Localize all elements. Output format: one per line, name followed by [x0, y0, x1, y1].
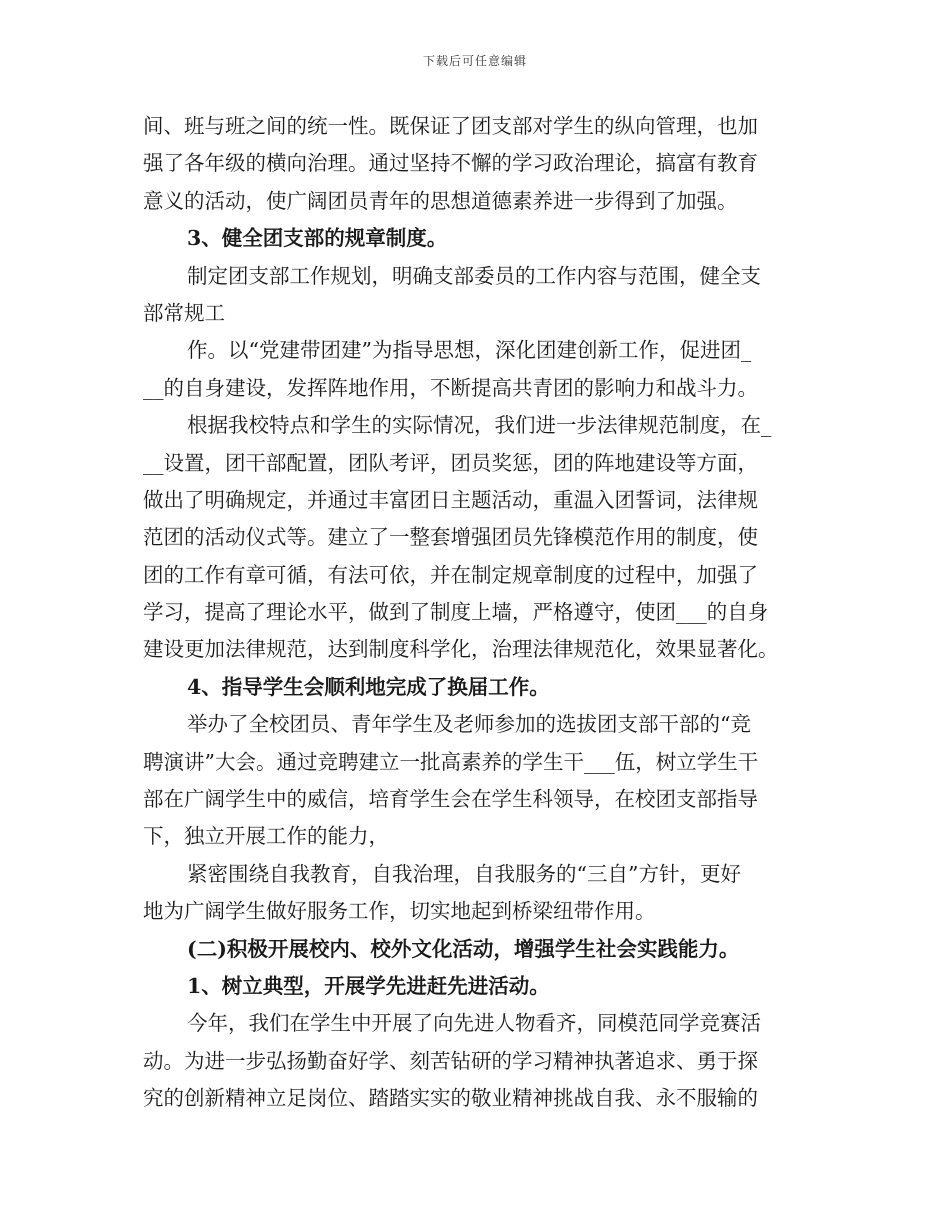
paragraph-start-line: 紧密围绕自我教育，自我治理，自我服务的“三自”方针，更好	[187, 861, 741, 886]
paragraph-start-line: 作。以“党建带团建”为指导思想，深化团建创新工作，促进团_	[187, 338, 752, 363]
body-line: 范团的活动仪式等。建立了一整套增强团员先锋模范作用的制度，使	[143, 525, 758, 550]
body-line: 动。为进一步弘扬勤奋好学、刻苦钻研的学习精神执著追求、勇于探	[143, 1048, 758, 1073]
section-heading: 1、树立典型，开展学先进赶先进活动。	[187, 973, 550, 998]
body-line: 学习，提高了理论水平，做到了制度上墙，严格遵守，使团___的自身	[143, 600, 769, 625]
body-line: 聘演讲”大会。通过竞聘建立一批高素养的学生干___伍，树立学生干	[143, 749, 759, 774]
paragraph-start-line: 制定团支部工作规划，明确支部委员的工作内容与范围，健全支	[187, 263, 761, 288]
section-heading: 3、健全团支部的规章制度。	[187, 226, 448, 251]
body-line: __设置，团干部配置，团队考评，团员奖惩，团的阵地建设等方面，	[143, 450, 758, 475]
body-line: 团的工作有章可循，有法可依，并在制定规章制度的过程中，加强了	[143, 562, 758, 587]
section-heading: 4、指导学生会顺利地完成了换届工作。	[187, 674, 550, 699]
section-heading: (二)积极开展校内、校外文化活动，增强学生社会实践能力。	[187, 936, 740, 961]
body-line: 地为广阔学生做好服务工作，切实地起到桥梁纽带作用。	[143, 899, 656, 924]
body-line: 意义的活动，使广阔团员青年的思想道德素养进一步得到了加强。	[143, 188, 738, 213]
body-line: 究的创新精神立足岗位、踏踏实实的敬业精神挑战自我、永不服输的	[143, 1086, 758, 1111]
body-line: 强了各年级的横向治理。通过坚持不懈的学习政治理论，搞富有教育	[143, 151, 758, 176]
body-line: 部在广阔学生中的威信，培育学生会在学生科领导，在校团支部指导	[143, 787, 758, 812]
page-header-note: 下载后可任意编辑	[422, 54, 527, 68]
paragraph-start-line: 今年，我们在学生中开展了向先进人物看齐，同模范同学竞赛活	[187, 1011, 761, 1036]
body-line: 部常规工	[143, 300, 225, 325]
body-line: 做出了明确规定，并通过丰富团日主题活动，重温入团誓词，法律规	[143, 487, 758, 512]
paragraph-start-line: 根据我校特点和学生的实际情况，我们进一步法律规范制度，在_	[187, 413, 772, 438]
body-line: __的自身建设，发挥阵地作用，不断提高共青团的影响力和战斗力。	[143, 375, 758, 400]
body-line: 建设更加法律规范，达到制度科学化，治理法律规范化，效果显著化。	[143, 637, 779, 662]
body-line: 下，独立开展工作的能力，	[143, 824, 389, 849]
document-body	[143, 108, 808, 1118]
body-line: 间、班与班之间的统一性。既保证了团支部对学生的纵向管理，也加	[143, 114, 758, 138]
paragraph-start-line: 举办了全校团员、青年学生及老师参加的选拔团支部干部的“竞	[187, 712, 751, 737]
